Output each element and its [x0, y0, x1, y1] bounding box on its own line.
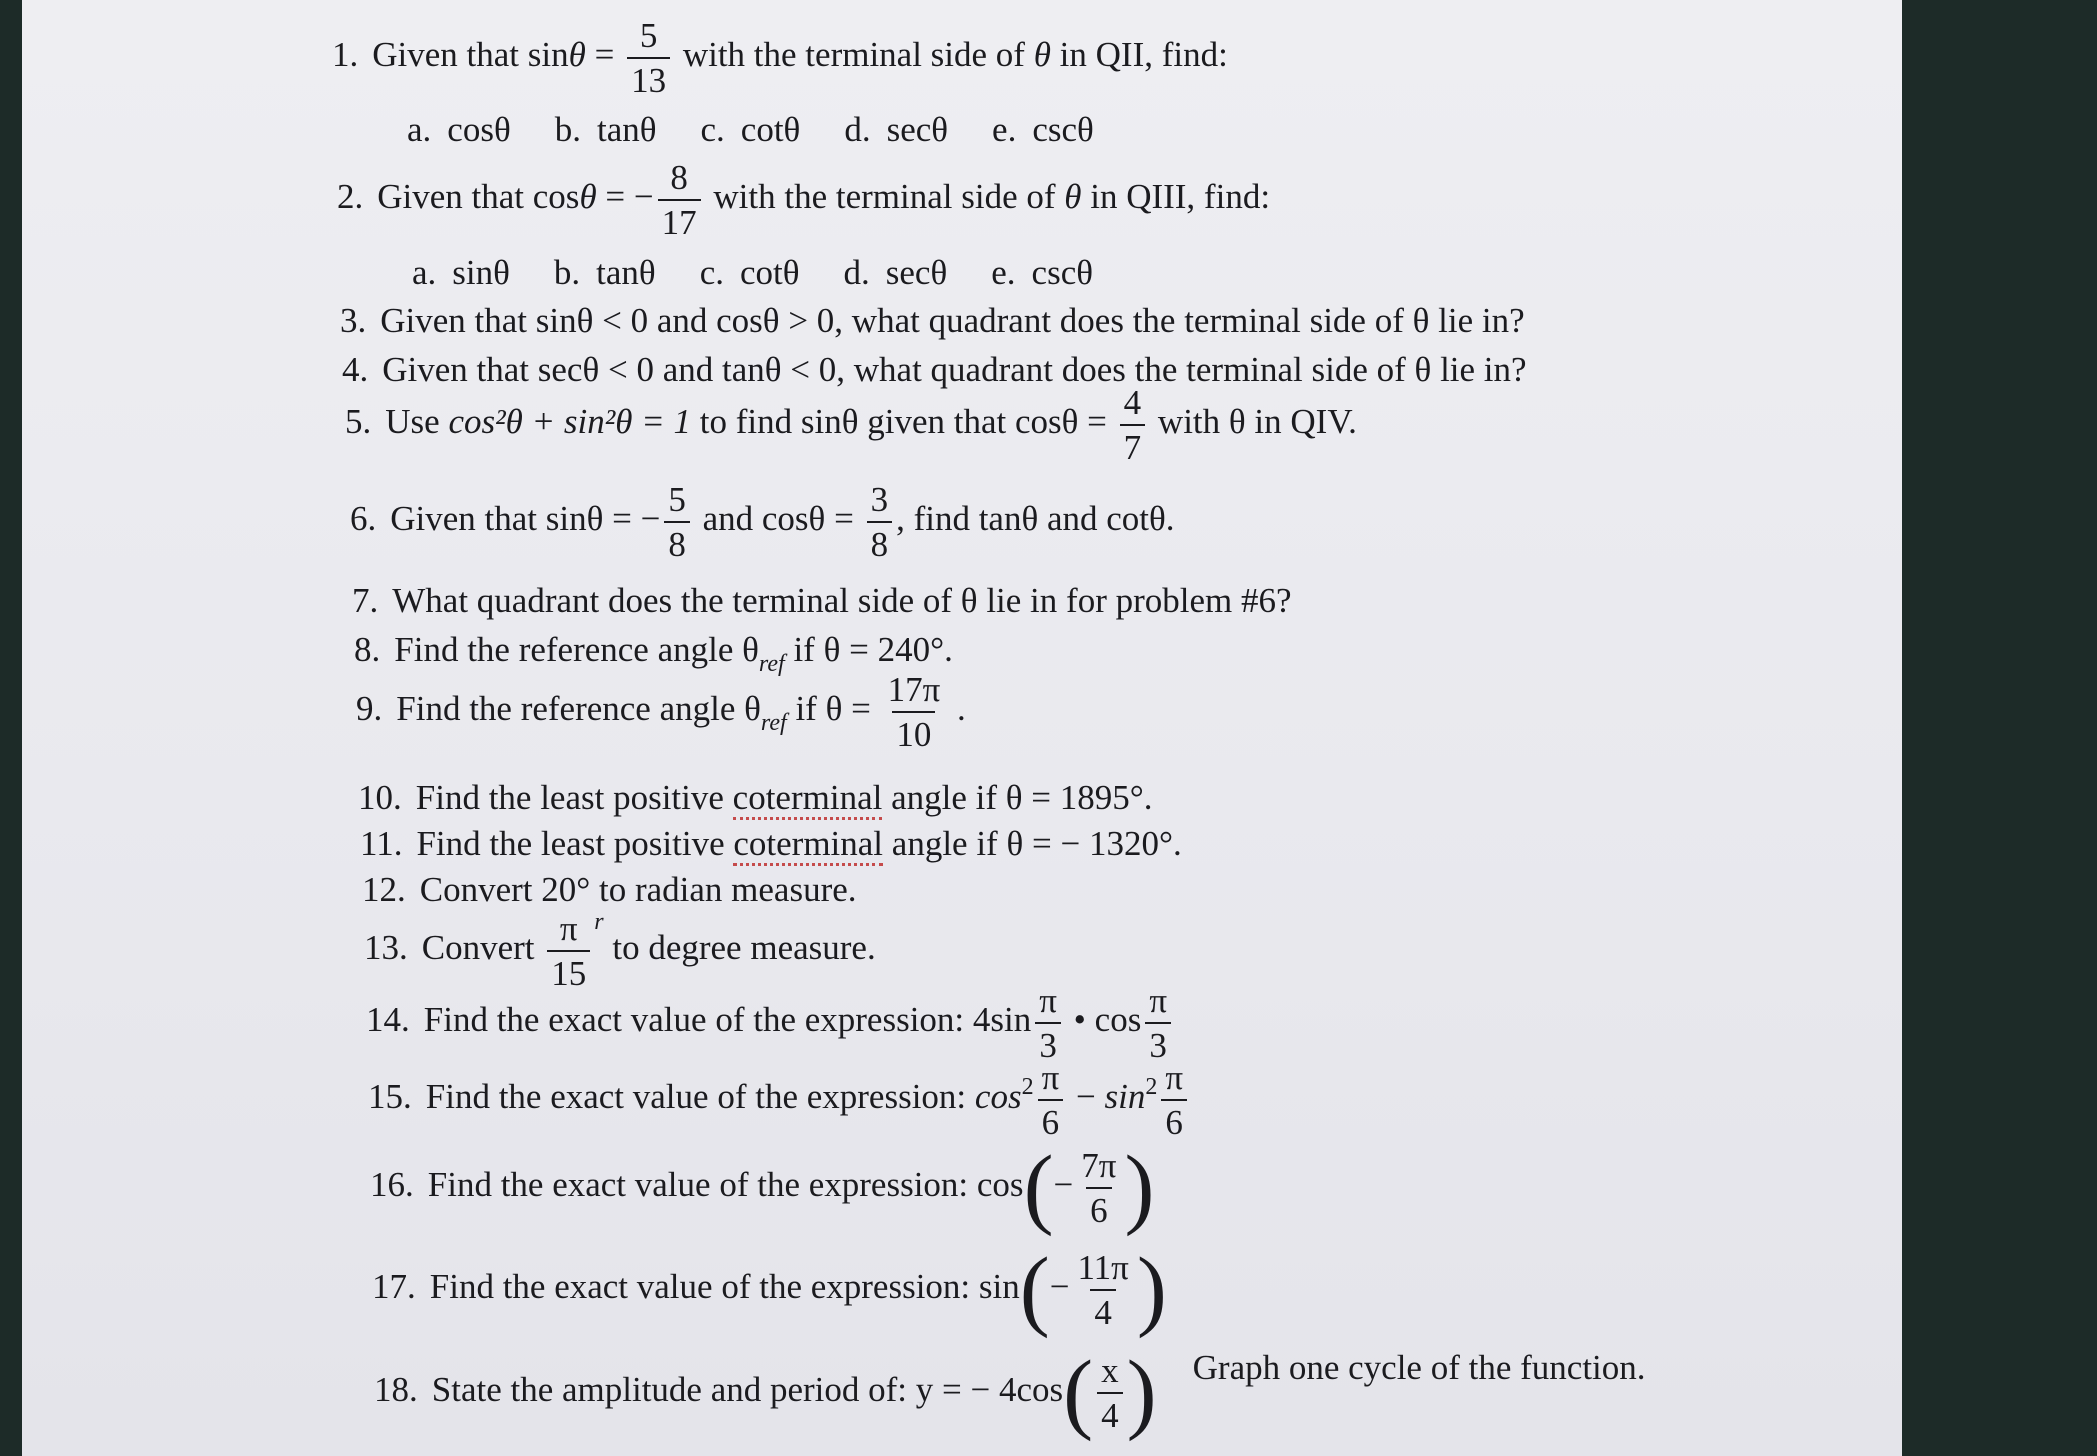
fraction-pi-6: $\frac{\pi}{6}$	[1038, 1060, 1064, 1140]
question-10: 10. Find the least positive coterminal angle if θ = 1895°.	[358, 780, 1153, 815]
question-12: 12. Convert 20° to radian measure.	[362, 870, 857, 909]
question-17: 17. Find the exact value of the expression: sin(− $\frac{11\pi}{4}$ )	[372, 1240, 1167, 1339]
option-d: d. secθ	[843, 253, 948, 292]
fraction-4-7: $\frac{4}{7}$	[1120, 385, 1146, 465]
fraction-5-8: $\frac{5}{8}$	[664, 482, 690, 562]
question-1: 1. Given that sinθ = $\frac{5}{13}$ with the terminal side of θ in QII, find:	[332, 16, 1228, 100]
spellcheck-word: coterminal	[733, 778, 883, 820]
fraction-x-4: $\frac{x}{4}$	[1097, 1353, 1123, 1433]
question-11: 11. Find the least positive coterminal angle if θ = − 1320°.	[360, 826, 1182, 861]
option-c: c. cotθ	[700, 110, 801, 149]
question-15: 15. Find the exact value of the expression: $\cos^2$ $\frac{\pi}{6}$ − $\sin^2$ $\frac{\pi}{6}$	[368, 1060, 1191, 1140]
fraction-3-8: $\frac{3}{8}$	[867, 482, 893, 562]
question-18: 18. State the amplitude and period of: y = − 4cos( $\frac{x}{4}$ ) Graph one cycle of the function.	[374, 1342, 1646, 1442]
fraction-pi-6: $\frac{\pi}{6}$	[1161, 1060, 1187, 1140]
fraction-5-13: $\frac{5}{13}$	[627, 18, 670, 98]
question-8: 8. Find the reference angle $\theta_{ref}$ if θ = 240°.	[354, 630, 953, 677]
worksheet-page	[22, 0, 1902, 1456]
option-e: e. cscθ	[992, 110, 1094, 149]
question-14: 14. Find the exact value of the expression: 4sin $\frac{\pi}{3}$ • cos $\frac{\pi}{3}$	[366, 983, 1175, 1063]
option-b: b. tanθ	[553, 253, 656, 292]
option-d: d. secθ	[844, 110, 949, 149]
option-a: a. sinθ	[412, 253, 510, 292]
spellcheck-word: coterminal	[733, 824, 883, 866]
question-6: 6. Given that sinθ = − $\frac{5}{8}$ and cosθ = $\frac{3}{8}$ , find tanθ and cotθ.	[350, 480, 1175, 564]
option-c: c. cotθ	[699, 253, 800, 292]
option-a: a. cosθ	[407, 110, 511, 149]
fraction-17pi-10: $\frac{17\pi}{10}$	[887, 670, 941, 754]
question-16: 16. Find the exact value of the expression: cos(− $\frac{7\pi}{6}$ )	[370, 1138, 1155, 1237]
question-5: 5. Use cos²θ + sin²θ = 1 to find sinθ given that cosθ = $\frac{4}{7}$ with θ in QIV.	[345, 383, 1357, 467]
fraction-pi-3: $\frac{\pi}{3}$	[1145, 983, 1171, 1063]
option-b: b. tanθ	[554, 110, 657, 149]
question-2-options	[412, 255, 1137, 290]
question-4: 4. Given that secθ < 0 and tanθ < 0, what quadrant does the terminal side of θ lie in?	[342, 350, 1527, 389]
question-9: 9. Find the reference angle $\theta_{ref}$ if θ = $\frac{17\pi}{10}$ .	[356, 670, 966, 754]
fraction-8-17: $\frac{8}{17}$	[658, 160, 701, 240]
question-13: 13. Convert $\frac{\pi}{15}$ $^r$ to degree measure.	[364, 908, 876, 993]
fraction-pi-15: $\frac{\pi}{15}$	[547, 911, 590, 991]
fraction-11pi-4: $\frac{11\pi}{4}$	[1077, 1248, 1129, 1332]
question-7: 7. What quadrant does the terminal side of θ lie in for problem #6?	[352, 581, 1292, 620]
question-3: 3. Given that sinθ < 0 and cosθ > 0, what quadrant does the terminal side of θ lie in?	[340, 301, 1525, 340]
question-2: 2. Given that cosθ = − $\frac{8}{17}$ with the terminal side of θ in QIII, find:	[337, 158, 1271, 242]
question-1-options	[407, 112, 1138, 147]
fraction-7pi-6: $\frac{7\pi}{6}$	[1081, 1146, 1117, 1230]
option-e: e. cscθ	[991, 253, 1094, 292]
fraction-pi-3: $\frac{\pi}{3}$	[1035, 983, 1061, 1063]
